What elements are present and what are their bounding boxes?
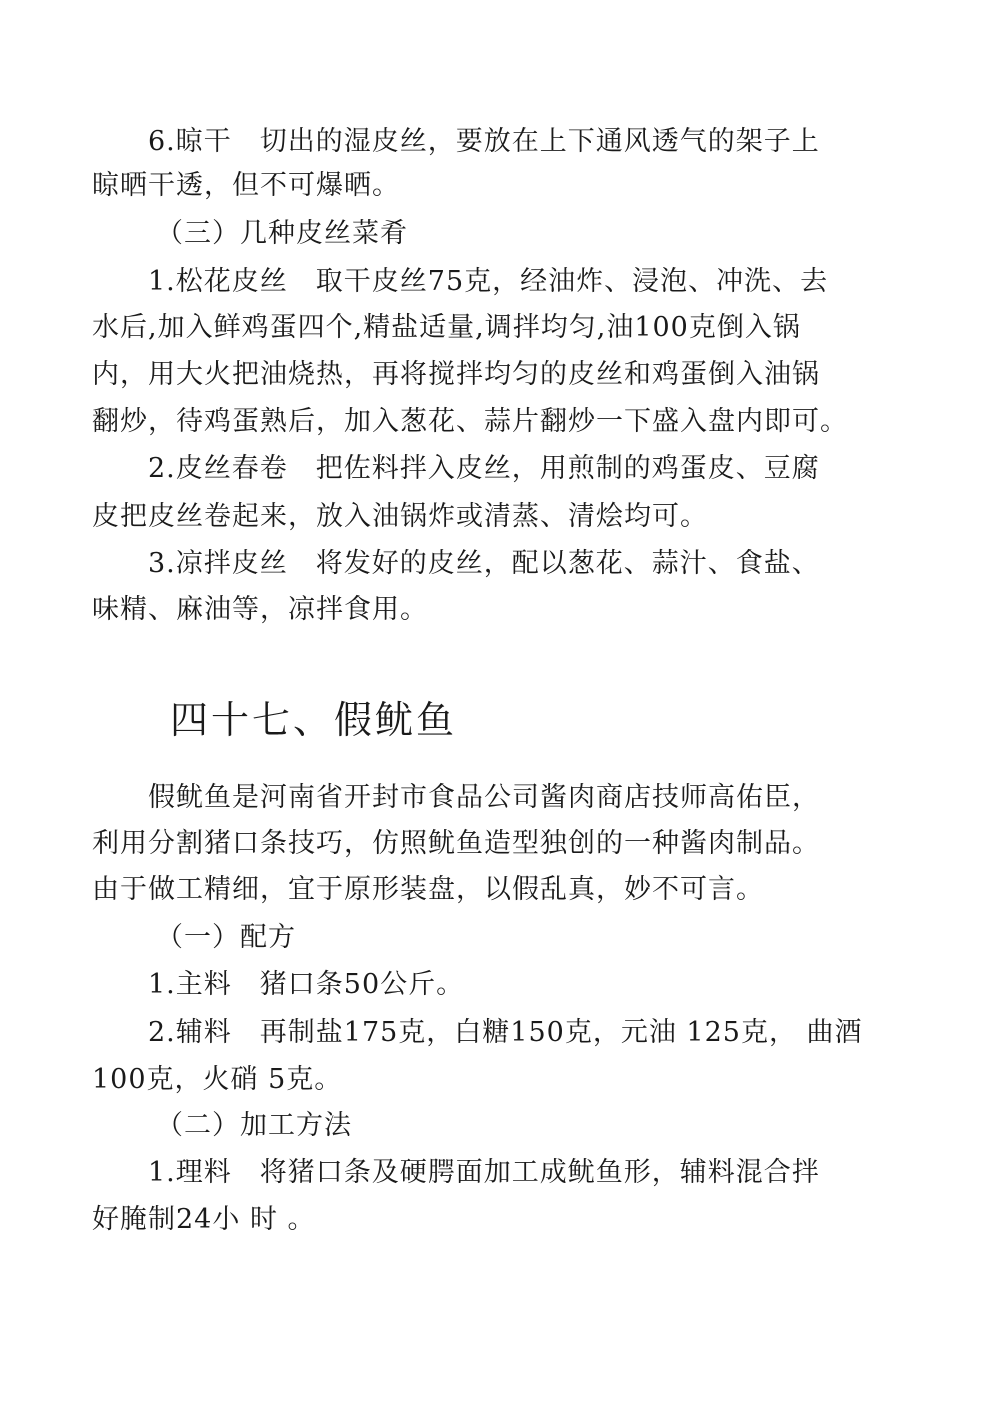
paragraph-line: 皮把皮丝卷起来，放入油锅炸或清蒸、清烩均可。 [92, 501, 708, 532]
paragraph-line: 利用分割猪口条技巧，仿照鱿鱼造型独创的一种酱肉制品。 [92, 828, 820, 859]
paragraph-line: 1.松花皮丝 取干皮丝75克，经油炸、浸泡、冲洗、去 [148, 266, 829, 297]
paragraph-line: 6.晾干 切出的湿皮丝，要放在上下通风透气的架子上 [148, 126, 820, 157]
chapter-title: 四十七、假鱿鱼 [170, 698, 458, 742]
paragraph-line: 100克，火硝 5克。 [92, 1064, 343, 1095]
paragraph-line: 内，用大火把油烧热，再将搅拌均匀的皮丝和鸡蛋倒入油锅 [92, 359, 820, 390]
section-heading: （二）加工方法 [156, 1110, 352, 1141]
paragraph-line: 晾晒干透，但不可爆晒。 [92, 170, 400, 201]
paragraph-line: 1.理料 将猪口条及硬腭面加工成鱿鱼形，辅料混合拌 [148, 1157, 820, 1188]
paragraph-line: 假鱿鱼是河南省开封市食品公司酱肉商店技师高佑臣， [148, 782, 820, 813]
paragraph-line: 好腌制24小 时 。 [92, 1204, 316, 1235]
paragraph-line: 1.主料 猪口条50公斤。 [148, 969, 465, 1000]
section-heading: （一）配方 [156, 922, 296, 953]
paragraph-line: 2.皮丝春卷 把佐料拌入皮丝，用煎制的鸡蛋皮、豆腐 [148, 453, 820, 484]
paragraph-line: 翻炒，待鸡蛋熟后，加入葱花、蒜片翻炒一下盛入盘内即可。 [92, 406, 848, 437]
paragraph-line: 水后,加入鲜鸡蛋四个,精盐适量,调拌均匀,油100克倒入锅 [92, 312, 801, 343]
section-heading: （三）几种皮丝菜肴 [156, 218, 408, 249]
paragraph-line: 味精、麻油等，凉拌食用。 [92, 594, 428, 625]
paragraph-line: 3.凉拌皮丝 将发好的皮丝，配以葱花、蒜汁、食盐、 [148, 548, 820, 579]
paragraph-line: 2.辅料 再制盐175克，白糖150克，元油 125克， 曲酒 [148, 1017, 863, 1048]
paragraph-line: 由于做工精细，宜于原形装盘，以假乱真，妙不可言。 [92, 874, 764, 905]
